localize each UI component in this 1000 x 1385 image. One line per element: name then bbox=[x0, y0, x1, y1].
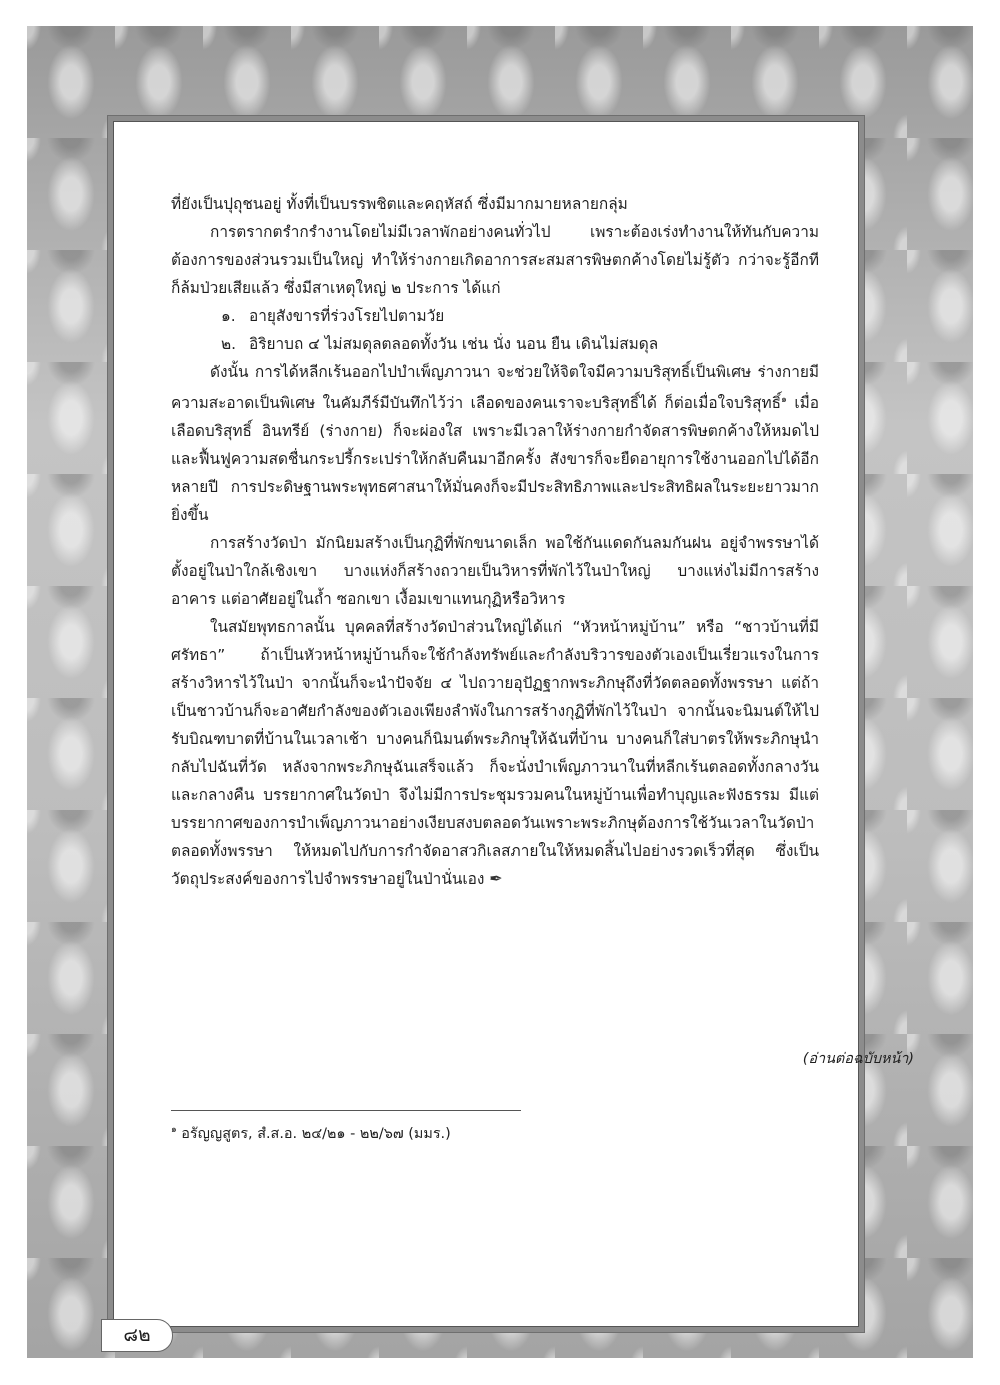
continued-note: (อ่านต่อฉบับหน้า) bbox=[802, 1051, 914, 1067]
list-text: อิริยาบถ ๔ ไม่สมดุลตลอดทั้งวัน เช่น นั่ง นอน ยืน เดินไม่สมดุล bbox=[249, 335, 659, 353]
footnote-number: ๑ bbox=[171, 1125, 177, 1136]
page-number-tab: ๘๒ bbox=[101, 1319, 173, 1352]
footnote-divider bbox=[171, 1110, 521, 1111]
paragraph-2 bbox=[171, 358, 819, 529]
list-text: อายุสังขารที่ร่วงโรยไปตามวัย bbox=[249, 307, 445, 325]
list-number: ๒. bbox=[221, 335, 237, 353]
footnote-ref: ๑ bbox=[781, 395, 787, 405]
paragraph-4-text: ในสมัยพุทธกาลนั้น บุคคลที่สร้างวัดป่าส่วนใหญ่ได้แก่ “หัวหน้าหมู่บ้าน” หรือ “ชาวบ้านที่มีศรัทธา” ถ้าเป็นหัวหน้าหมู่บ้านก็จะใช้กำลังทรัพย์และกำลังบริวารของตัวเองเป็นเรี่ยวแรงในการสร้างวิหารไว้ในป่า จากนั้นก็จะนำปัจจัย ๔ ไปถวายอุปัฏฐากพระภิกษุถึงที่วัดตลอดทั้งพรรษา แต่ถ้าเป็นชาวบ้านก็จะอาศัยกำลังของตัวเองเพียงลำพังในการสร้างกุฏิที่พักไว้ในป่า จากนั้นจะนิมนต์ให้ไปรับบิณฑบาตที่บ้านในเวลาเช้า บางคนก็นิมนต์พระภิกษุให้ฉันที่บ้าน บางคนก็ใส่บาตรให้พระภิกษุนำกลับไปฉันที่วัด หลังจากพระภิกษุฉันเสร็จแล้ว ก็จะนั่งบำเพ็ญภาวนาในที่หลีกเร้นตลอดทั้งกลางวันและกลางคืน บรรยากาศในวัดป่า จึงไม่มีการประชุมรวมคนในหมู่บ้านเพื่อทำบุญและฟังธรรม มีแต่บรรยากาศของการบำเพ็ญภาวนาอย่างเงียบสงบตลอดวันเพราะพระภิกษุต้องการใช้วันเวลาในวัดป่าตลอดทั้งพรรษา ให้หมดไปกับการกำจัดอาสวกิเลสภายในให้หมดสิ้นไปอย่างรวดเร็วที่สุด ซึ่งเป็นวัตถุประสงค์ของการไปจำพรรษาอยู่ในป่านั่นเอง bbox=[171, 618, 819, 889]
paragraph-2-part-a: ดังนั้น การได้หลีกเร้นออกไปบำเพ็ญภาวนา จะช่วยให้จิตใจมีความบริสุทธิ์เป็นพิเศษ ร่างกายมีความสะอาดเป็นพิเศษ ในคัมภีร์มีบันทึกไว้ว่า เลือดของคนเราจะบริสุทธิ์ได้ ก็ต่อเมื่อใจบริสุทธิ์ bbox=[171, 363, 819, 413]
paragraph-3: การสร้างวัดป่า มักนิยมสร้างเป็นกุฏิที่พักขนาดเล็ก พอใช้กันแดดกันลมกันฝน อยู่จำพรรษาได้ ตั้งอยู่ในป่าใกล้เชิงเขา บางแห่งก็สร้างถวายเป็นวิหารที่พักไว้ในป่าใหญ่ บางแห่งไม่มีการสร้างอาคาร แต่อาศัยอยู่ในถ้ำ ซอกเขา เงื้อมเขาแทนกุฏิหรือวิหาร bbox=[171, 534, 819, 609]
paragraph-2-part-b: เมื่อเลือดบริสุทธิ์ อินทรีย์ (ร่างกาย) ก็จะผ่องใส เพราะมีเวลาให้ร่างกายกำจัดสารพิษตกค้างให้หมดไปและฟื้นฟูความสดชื่นกระปรี้กระเปร่าให้กลับคืนมาอีกครั้ง สังขารก็จะยืดอายุการใช้งานออกไปได้อีกหลายปี การประดิษฐานพระพุทธศาสนาให้มั่นคงก็จะมีประสิทธิภาพและประสิทธิผลในระยะยาวมากยิ่งขึ้น bbox=[171, 394, 819, 525]
list-item bbox=[171, 330, 819, 358]
opening-line: ที่ยังเป็นปุถุชนอยู่ ทั้งที่เป็นบรรพชิตและคฤหัสถ์ ซึ่งมีมากมายหลายกลุ่ม bbox=[171, 195, 628, 213]
list-item bbox=[171, 302, 819, 330]
paragraph-1: การตรากตรำกรำงานโดยไม่มีเวลาพักอย่างคนทั่วไป เพราะต้องเร่งทำงานให้ทันกับความต้องการของส่วนรวมเป็นใหญ่ ทำให้ร่างกายเกิดอาการสะสมสารพิษตกค้างโดยไม่รู้ตัว กว่าจะรู้อีกทีก็ล้มป่วยเสียแล้ว ซึ่งมีสาเหตุใหญ่ ๒ ประการ ได้แก่ bbox=[171, 223, 819, 297]
footnote-text: อรัญญสูตร, สํ.ส.อ. ๒๔/๒๑ - ๒๒/๖๗ (มมร.) bbox=[176, 1126, 451, 1142]
article-body bbox=[171, 190, 819, 893]
footnote bbox=[171, 1122, 771, 1145]
list-number: ๑. bbox=[221, 307, 236, 325]
quill-end-icon: ✒ bbox=[489, 869, 503, 889]
paragraph-4 bbox=[171, 613, 819, 893]
